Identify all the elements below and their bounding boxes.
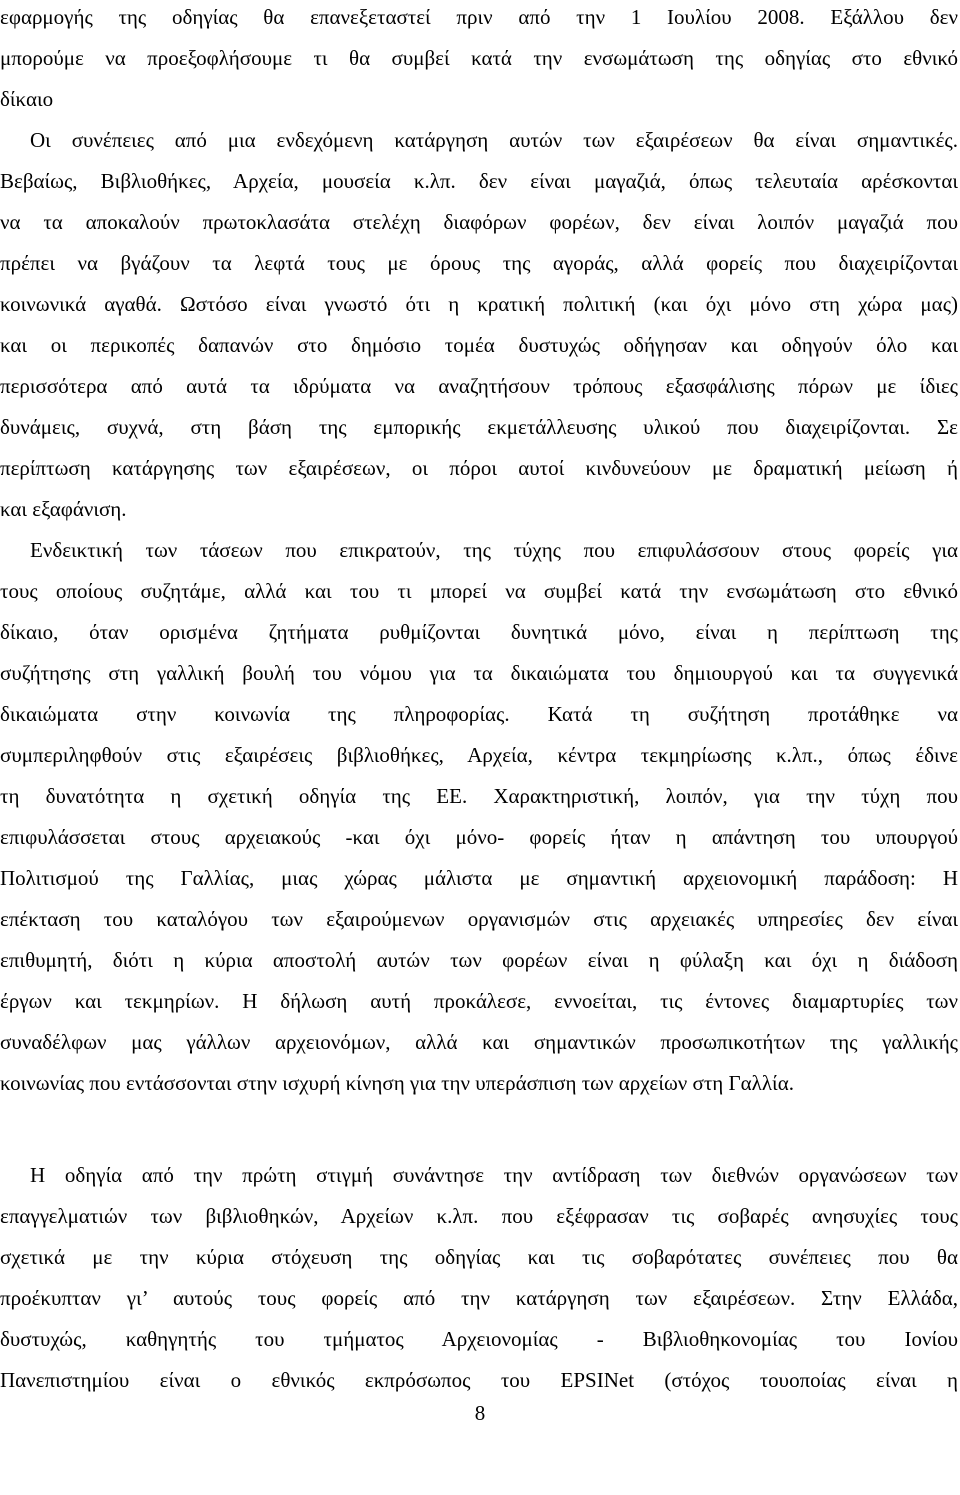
text-line: επιθυμητή, διότι η κύρια αποστολή αυτών των φορέων είναι η φύλαξη και όχι η διάδοση [0,948,958,972]
text-line: μπορούμε να προεξοφλήσουμε τι θα συμβεί κατά την ενσωμάτωση της οδηγίας στο εθνικό [0,46,958,70]
text-line: τη δυνατότητα η σχετική οδηγία της ΕΕ. Χαρακτηριστική, λοιπόν, για την τύχη που [0,784,958,808]
text-line: εφαρμογής της οδηγίας θα επανεξεταστεί πριν από την 1 Ιουλίου 2008. Εξάλλου δεν [0,5,958,29]
text-line: συναδέλφων μας γάλλων αρχειονόμων, αλλά και σημαντικών προσωπικοτήτων της γαλλικής [0,1030,958,1054]
text-line: δίκαιο [0,87,54,111]
text-line: Πανεπιστημίου είναι ο εθνικός εκπρόσωπος του EPSINet (στόχος τουοποίας είναι η [0,1368,958,1392]
text-line: επαγγελματιών των βιβλιοθηκών, Αρχείων κ.λπ. που εξέφρασαν τις σοβαρές ανησυχίες τους [0,1204,958,1228]
text-line: πρέπει να βγάζουν τα λεφτά τους με όρους της αγοράς, αλλά φορείς που διαχειρίζονται [0,251,958,275]
text-line: Ενδεικτική των τάσεων που επικρατούν, της τύχης που επιφυλάσσουν στους φορείς για [30,538,958,562]
text-line: δικαιώματα στην κοινωνία της πληροφορίας. Κατά τη συζήτηση προτάθηκε να [0,702,958,726]
text-line: Οι συνέπειες από μια ενδεχόμενη κατάργηση αυτών των εξαιρέσεων θα είναι σημαντικές. [30,128,958,152]
text-line: Βεβαίως, Βιβλιοθήκες, Αρχεία, μουσεία κ.λπ. δεν είναι μαγαζιά, όπως τελευταία αρέσκονται [0,169,958,193]
text-line: συμπεριληφθούν στις εξαιρέσεις βιβλιοθήκες, Αρχεία, κέντρα τεκμηρίωσης κ.λπ., όπως έδινε [0,743,958,767]
text-line: να τα αποκαλούν πρωτοκλασάτα στελέχη διαφόρων φορέων, δεν είναι λοιπόν μαγαζιά που [0,210,958,234]
text-line: κοινωνικά αγαθά. Ωστόσο είναι γνωστό ότι η κρατική πολιτική (και όχι μόνο στη χώρα μας) [0,292,958,316]
text-line: Πολιτισμού της Γαλλίας, μιας χώρας μάλιστα με σημαντική αρχειονομική παράδοση: Η [0,866,958,890]
text-line: κοινωνίας που εντάσσονται στην ισχυρή κίνηση για την υπεράσπιση των αρχείων στη Γαλλία. [0,1071,794,1095]
text-line: περίπτωση κατάργησης των εξαιρέσεων, οι πόροι αυτοί κινδυνεύουν με δραματική μείωση ή [0,456,958,480]
text-line: σχετικά με την κύρια στόχευση της οδηγίας και τις σοβαρότατες συνέπειες που θα [0,1245,958,1269]
text-line: και εξαφάνιση. [0,497,127,521]
text-line: επέκταση του καταλόγου των εξαιρούμενων οργανισμών στις αρχειακές υπηρεσίες δεν είναι [0,907,958,931]
text-line: δυνάμεις, συχνά, στη βάση της εμπορικής εκμετάλλευσης υλικού που διαχειρίζονται. Σε [0,415,958,439]
text-line: επιφυλάσσεται στους αρχειακούς -και όχι μόνο- φορείς ήταν η απάντηση του υπουργού [0,825,958,849]
text-line: δυστυχώς, καθηγητής του τμήματος Αρχειονομίας - Βιβλιοθηκονομίας του Ιονίου [0,1327,958,1351]
text-line: δίκαιο, όταν ορισμένα ζητήματα ρυθμίζονται δυνητικά μόνο, είναι η περίπτωση της [0,620,958,644]
text-line: προέκυπταν γι’ αυτούς τους φορείς από την κατάργηση των εξαιρέσεων. Στην Ελλάδα, [0,1286,958,1310]
text-line: περισσότερα από αυτά τα ιδρύματα να αναζητήσουν τρόπους εξασφάλισης πόρων με ίδιες [0,374,958,398]
text-line: Η οδηγία από την πρώτη στιγμή συνάντησε την αντίδραση των διεθνών οργανώσεων των [30,1163,958,1187]
page-number: 8 [474,1401,486,1425]
text-line: τους οποίους συζητάμε, αλλά και του τι μπορεί να συμβεί κατά την ενσωμάτωση στο εθνικό [0,579,958,603]
text-line: συζήτησης στη γαλλική βουλή του νόμου για τα δικαιώματα του δημιουργού και τα συγγενικά [0,661,958,685]
text-line: και οι περικοπές δαπανών στο δημόσιο τομέα δυστυχώς οδήγησαν και οδηγούν όλο και [0,333,958,357]
text-line: έργων και τεκμηρίων. Η δήλωση αυτή προκάλεσε, εννοείται, τις έντονες διαμαρτυρίες των [0,989,958,1013]
